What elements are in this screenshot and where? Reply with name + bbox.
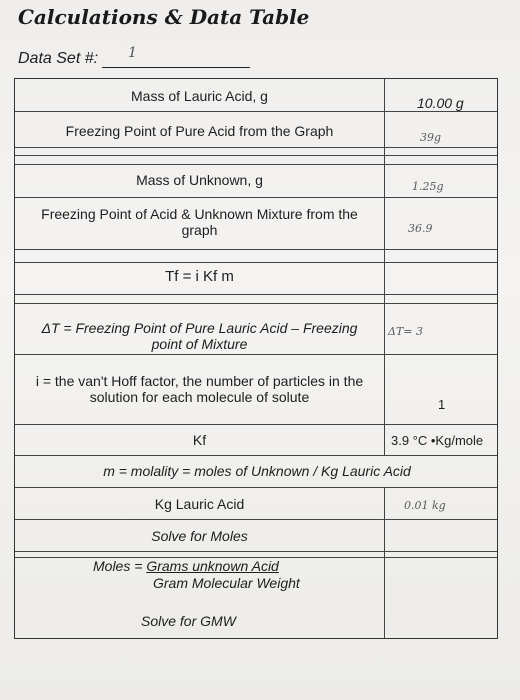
- fp-mixture-label-line2: graph: [181, 222, 218, 238]
- data-set-label: Data Set #:: [18, 50, 99, 67]
- row-divider: [15, 164, 497, 165]
- kg-lauric-label: Kg Lauric Acid: [154, 496, 245, 512]
- column-divider: [384, 79, 385, 455]
- row-divider: [15, 487, 497, 488]
- moles-equation: [93, 558, 279, 574]
- solve-moles-label: Solve for Moles: [151, 528, 248, 544]
- data-set-field: [18, 45, 250, 68]
- data-set-blank: [102, 45, 250, 68]
- solve-gmw-label: Solve for GMW: [141, 613, 236, 629]
- row-divider: [15, 354, 497, 355]
- mass-unknown-label: Mass of Unknown, g: [136, 172, 263, 188]
- vant-hoff-label: [15, 373, 384, 405]
- delta-t-label-line1: ΔT = Freezing Point of Pure Lauric Acid – Freezing: [41, 320, 358, 336]
- row-divider: [15, 294, 497, 295]
- fp-pure-value: 39g: [420, 131, 442, 144]
- fp-mixture-label-line1: Freezing Point of Acid & Unknown Mixture from the: [41, 206, 358, 222]
- row-divider: [15, 424, 497, 425]
- fp-mixture-value: 36.9: [408, 222, 433, 235]
- mass-lauric-value: 10.00 g: [417, 95, 464, 111]
- row-divider: [15, 155, 497, 156]
- moles-equation-prefix: Moles =: [93, 558, 143, 574]
- delta-t-label: [15, 320, 384, 352]
- row-divider: [15, 262, 497, 263]
- mass-unknown-value: 1.25g: [412, 180, 444, 193]
- moles-equation-numerator: Grams unknown Acid: [146, 558, 279, 574]
- molality-definition: m = molality = moles of Unknown / Kg Lauric Acid: [103, 463, 411, 479]
- row-divider: [15, 519, 497, 520]
- row-divider: [15, 551, 497, 552]
- fp-pure-label: Freezing Point of Pure Acid from the Graph: [65, 123, 334, 139]
- row-divider: [15, 303, 497, 304]
- column-divider-lower: [384, 487, 385, 638]
- mass-lauric-label: Mass of Lauric Acid, g: [131, 88, 268, 104]
- kf-value: 3.9 °C •Kg/mole: [391, 433, 484, 448]
- freezing-formula: Tf = i Kf m: [165, 268, 234, 285]
- row-divider: [15, 111, 497, 112]
- delta-t-value: ΔT= 3: [388, 325, 423, 338]
- delta-t-label-line2: point of Mixture: [151, 336, 248, 352]
- row-divider: [15, 197, 497, 198]
- moles-equation-denominator: Gram Molecular Weight: [153, 575, 300, 591]
- page-title: Calculations & Data Table: [18, 5, 310, 29]
- vant-hoff-label-line1: i = the van't Hoff factor, the number of particles in the: [35, 373, 364, 389]
- fp-mixture-label: [15, 206, 384, 238]
- data-table: [14, 78, 498, 639]
- kg-lauric-value: 0.01 kg: [404, 499, 446, 512]
- vant-hoff-value: 1: [438, 397, 446, 412]
- vant-hoff-label-line2: solution for each molecule of solute: [89, 389, 310, 405]
- row-divider: [15, 147, 497, 148]
- row-divider: [15, 249, 497, 250]
- kf-label: Kf: [192, 432, 207, 448]
- row-divider: [15, 455, 497, 456]
- data-set-value: 1: [128, 45, 137, 61]
